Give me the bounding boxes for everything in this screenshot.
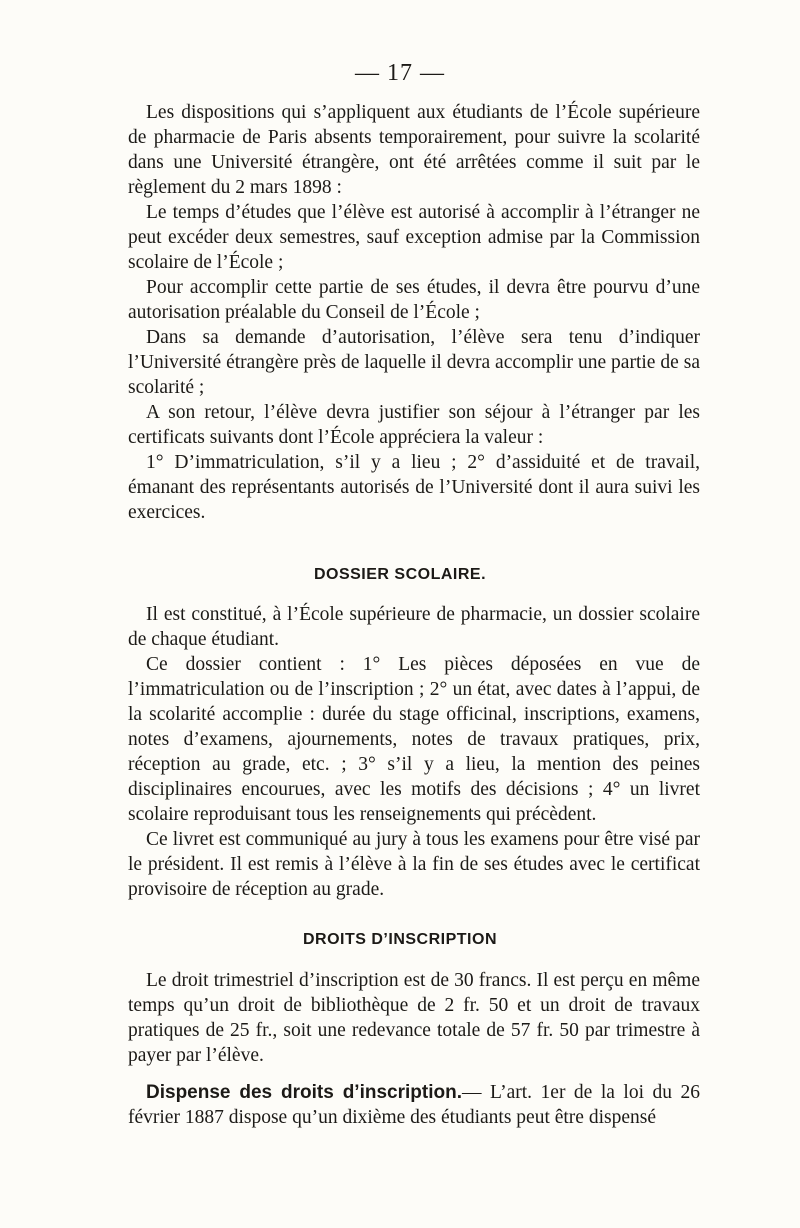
section-heading-dossier: DOSSIER SCOLAIRE. [313, 566, 487, 583]
section-droits-inscription [128, 968, 700, 1068]
page-number: — 17 — [355, 60, 445, 86]
section-study-abroad [128, 100, 700, 525]
paragraph: Les dispositions qui s’appliquent aux étudiants de l’École supérieure de pharmacie de Paris absents temporairement, pour suivre la scolarité dans une Université étrangère, ont été arrêtées comme il suit par le règlement du 2 mars 1898 : [128, 102, 700, 198]
section-dossier-scolaire [128, 602, 700, 902]
paragraph: Il est constitué, à l’École supérieure de pharmacie, un dossier scolaire de chaque étudiant. [128, 604, 700, 650]
paragraph: Le droit trimestriel d’inscription est de 30 francs. Il est perçu en même temps qu’un droit de bibliothèque de 2 fr. 50 et un droit de travaux pratiques de 25 fr., soit une redevance totale de 57 fr. 50 par trimestre à payer par l’élève. [128, 970, 700, 1066]
paragraph: Dans sa demande d’autorisation, l’élève sera tenu d’indiquer l’Université étrangère près de laquelle il devra accomplir une partie de sa scolarité ; [128, 327, 700, 398]
paragraph: A son retour, l’élève devra justifier son séjour à l’étranger par les certificats suivants dont l’École appréciera la valeur : [128, 402, 700, 448]
paragraph: Ce dossier contient : 1° Les pièces déposées en vue de l’immatriculation ou de l’inscription ; 2° un état, avec dates à l’appui, de la scolarité accomplie : durée du stage officinal, inscriptions, examens, notes d’examens, ajournements, notes de travaux pratiques, prix, réception au grade, etc. ; 3° s’il y a lieu, la mention des peines disciplinaires encourues, avec les motifs des décisions ; 4° un livret scolaire reproduisant tous les renseignements qui précèdent. [128, 654, 700, 825]
run-in-text: — L’art. 1er de la loi du 26 février 1887 dispose qu’un dixième des étudiants peut être dispensé [128, 1082, 700, 1128]
section-heading-droits: DROITS D’INSCRIPTION [302, 931, 497, 948]
paragraph: Pour accomplir cette partie de ses études, il devra être pourvu d’une autorisation préalable du Conseil de l’École ; [128, 277, 700, 323]
section-dispense [128, 1080, 700, 1130]
paragraph: 1° D’immatriculation, s’il y a lieu ; 2° d’assiduité et de travail, émanant des représentants autorisés de l’Université dont il aura suivi les exercices. [128, 452, 700, 523]
paragraph: Ce livret est communiqué au jury à tous les examens pour être visé par le président. Il est remis à l’élève à la fin de ses études avec le certificat provisoire de réception au grade. [128, 829, 700, 900]
run-in-title: Dispense des droits d’inscription. [146, 1082, 462, 1103]
paragraph: Le temps d’études que l’élève est autorisé à accomplir à l’étranger ne peut excéder deux semestres, sauf exception admise par la Commission scolaire de l’École ; [128, 202, 700, 273]
paragraph-dispense [128, 1080, 700, 1130]
